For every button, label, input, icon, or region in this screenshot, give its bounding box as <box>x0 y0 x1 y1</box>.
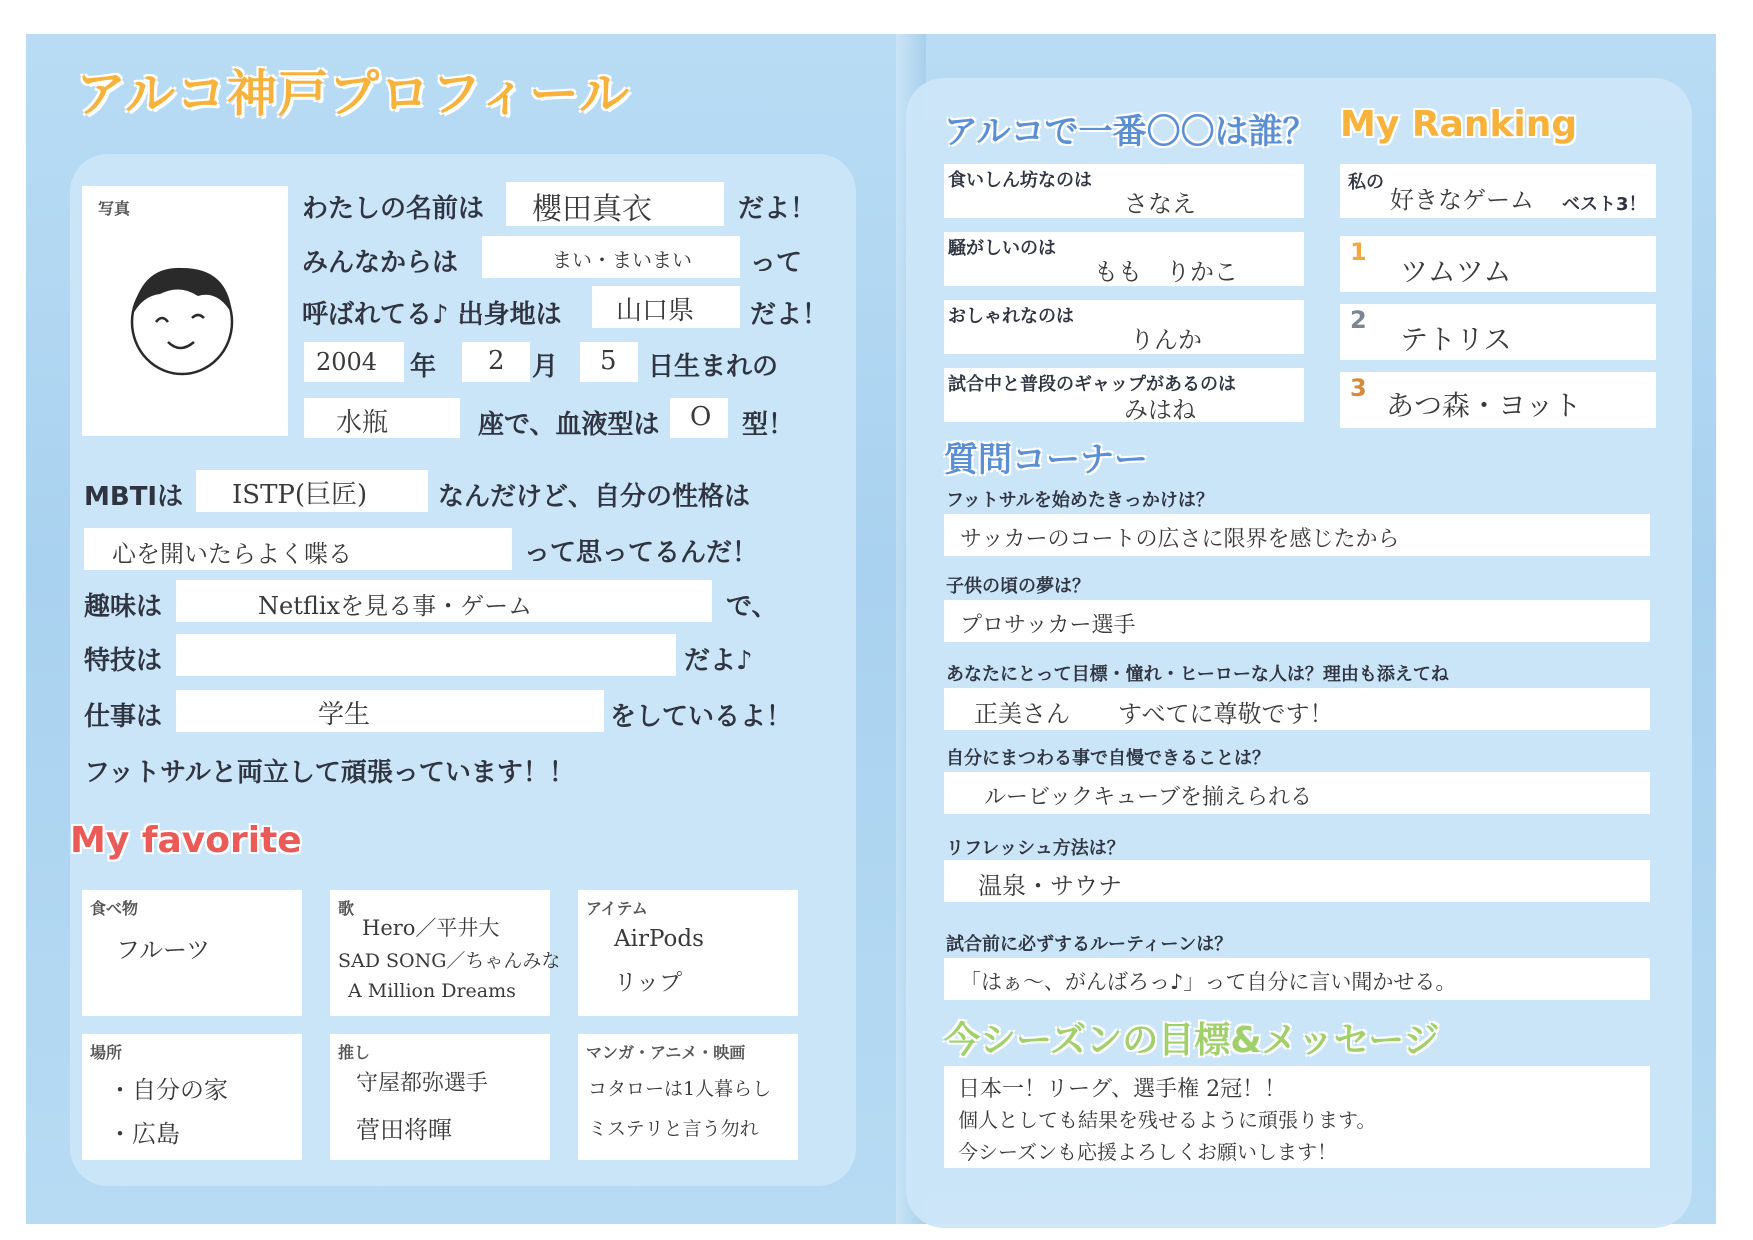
qa-answer: プロサッカー選手 <box>960 613 1136 638</box>
message-line: 個人としても結果を残せるように頑張ります。 <box>958 1108 1377 1132</box>
zodiac-suffix: 座で、血液型は <box>478 410 660 440</box>
blood-suffix: 型！ <box>742 410 795 440</box>
mbti-suffix: なんだけど、自分の性格は <box>438 482 751 512</box>
ranking-topic-row <box>1340 164 1656 218</box>
favorite-item-line: AirPods <box>614 926 704 952</box>
ranking-heading: My Ranking <box>1340 104 1578 145</box>
favorite-song-line: Hero／平井大 <box>362 916 500 940</box>
hometown-suffix: だよ！ <box>750 300 829 330</box>
qa-heading: 質問コーナー <box>944 440 1148 480</box>
who-row <box>944 232 1304 286</box>
qa-question: フットサルを始めたきっかけは？ <box>946 490 1214 511</box>
favorite-song-label: 歌 <box>338 899 355 918</box>
nickname-suffix: って <box>750 248 803 278</box>
ranking-number: 2 <box>1350 306 1367 334</box>
birth-month-value: 2 <box>488 346 505 376</box>
who-row <box>944 368 1304 422</box>
message-box <box>944 1066 1650 1168</box>
mbti-value: ISTP(巨匠) <box>232 480 368 510</box>
favorite-media-box <box>578 1034 798 1160</box>
job-label: 仕事は <box>84 702 163 732</box>
favorite-item-box <box>578 890 798 1016</box>
qa-answer: サッカーのコートの広さに限界を感じたから <box>960 527 1400 552</box>
mbti-label: MBTIは <box>84 482 184 512</box>
qa-answer: 正美さん すべてに尊敬です！ <box>974 700 1334 728</box>
who-answer: もも りかこ <box>1094 258 1238 286</box>
birth-year-field <box>304 342 404 382</box>
who-row <box>944 300 1304 354</box>
who-answer: さなえ <box>1124 190 1196 218</box>
ranking-row <box>1340 304 1656 360</box>
name-suffix: だよ！ <box>738 194 817 224</box>
nickname-value: まい・まいまい <box>552 248 692 272</box>
favorite-place-box <box>82 1034 302 1160</box>
skill-label: 特技は <box>84 646 163 676</box>
qa-answer: 「はぁ〜、がんばろっ♪」って自分に言い聞かせる。 <box>960 970 1457 994</box>
photo-label: 写真 <box>98 199 131 218</box>
zodiac-field <box>304 398 460 438</box>
page-title: アルコ神戸プロフィール <box>76 65 630 123</box>
favorite-item-label: アイテム <box>586 899 648 918</box>
qa-question: 自分にまつわる事で自慢できることは？ <box>946 748 1270 769</box>
ranking-number: 1 <box>1350 238 1367 266</box>
favorite-item-line: リップ <box>614 970 683 996</box>
qa-answer-box <box>944 688 1650 730</box>
favorite-oshi-label: 推し <box>338 1043 371 1062</box>
name-value: 櫻田真衣 <box>532 192 652 227</box>
ranking-number: 3 <box>1350 374 1367 402</box>
mbti-field <box>196 470 428 512</box>
favorite-food-label: 食べ物 <box>90 899 139 918</box>
ranking-row <box>1340 236 1656 292</box>
favorite-media-line: ミステリと言う勿れ <box>588 1118 759 1140</box>
qa-answer-box <box>944 958 1650 1000</box>
job-value: 学生 <box>318 700 371 730</box>
birth-day-value: 5 <box>600 346 617 376</box>
qa-answer: ルービックキューブを揃えられる <box>984 785 1313 810</box>
message-line: 日本一！リーグ、選手権 2冠！！ <box>958 1077 1287 1102</box>
who-question: 騒がしいのは <box>948 238 1056 259</box>
blood-field <box>670 398 728 438</box>
ranking-topic: 好きなゲーム <box>1390 186 1534 214</box>
favorite-place-line: ・広島 <box>108 1120 180 1148</box>
qa-answer-box <box>944 600 1650 642</box>
qa-question: 子供の頃の夢は？ <box>946 576 1090 597</box>
ranking-value: ツムツム <box>1400 255 1512 288</box>
personality-suffix: って思ってるんだ！ <box>524 538 759 568</box>
qa-question: リフレッシュ方法は？ <box>946 838 1125 859</box>
qa-answer-box <box>944 514 1650 556</box>
favorite-oshi-line: 守屋都弥選手 <box>356 1071 489 1096</box>
hobby-field <box>176 580 712 622</box>
who-question: 試合中と普段のギャップがあるのは <box>948 374 1236 395</box>
favorite-food-box <box>82 890 302 1016</box>
who-heading: アルコで一番〇〇は誰？ <box>944 112 1317 152</box>
name-field <box>506 182 724 226</box>
message-heading: 今シーズンの目標&メッセージ <box>944 1020 1440 1061</box>
hometown-value: 山口県 <box>616 296 695 326</box>
job-suffix: をしているよ！ <box>610 702 793 732</box>
hometown-prefix: 呼ばれてる♪ 出身地は <box>302 300 562 330</box>
ranking-value: あつ森・ヨット <box>1386 389 1582 422</box>
photo-box <box>82 186 288 436</box>
ranking-prefix: 私の <box>1348 172 1384 193</box>
who-question: 食いしん坊なのは <box>948 170 1092 191</box>
who-row <box>944 164 1304 218</box>
who-question: おしゃれなのは <box>948 306 1074 327</box>
hobby-value: Netflixを見る事・ゲーム <box>258 592 533 620</box>
nickname-field <box>482 236 740 278</box>
message-line: 今シーズンも応援よろしくお願いします！ <box>958 1140 1337 1164</box>
qa-question: あなたにとって目標・憧れ・ヒーローな人は？理由も添えてね <box>946 664 1449 685</box>
zodiac-value: 水瓶 <box>336 408 389 438</box>
skill-suffix: だよ♪ <box>684 646 753 676</box>
qa-answer-box <box>944 860 1650 902</box>
name-prefix: わたしの名前は <box>302 194 485 224</box>
qa-answer-box <box>944 772 1650 814</box>
nickname-prefix: みんなからは <box>302 248 459 278</box>
favorite-song-line: SAD SONG／ちゃんみな <box>338 950 561 972</box>
favorite-media-line: コタローは1人暮らし <box>588 1078 772 1100</box>
ranking-row <box>1340 372 1656 428</box>
hobby-label: 趣味は <box>84 592 163 622</box>
personality-field <box>84 528 512 570</box>
favorite-food-line: フルーツ <box>116 936 211 964</box>
month-label: 月 <box>532 352 559 382</box>
favorite-place-line: ・自分の家 <box>108 1076 228 1104</box>
favorite-oshi-box <box>330 1034 550 1160</box>
who-answer: りんか <box>1130 326 1202 354</box>
ranking-value: テトリス <box>1400 323 1512 356</box>
qa-question: 試合前に必ずするルーティーンは？ <box>946 934 1233 955</box>
closing-text: フットサルと両立して頑張っています！！ <box>84 758 575 788</box>
job-field <box>176 690 604 732</box>
hobby-suffix: で、 <box>726 592 778 622</box>
favorite-heading: My favorite <box>70 820 302 861</box>
skill-field <box>176 634 676 676</box>
hometown-field <box>592 286 740 328</box>
favorite-song-box <box>330 890 561 1016</box>
year-label: 年 <box>410 352 437 382</box>
birth-year-value: 2004 <box>316 348 378 376</box>
favorite-place-label: 場所 <box>90 1043 123 1062</box>
qa-answer: 温泉・サウナ <box>978 872 1122 900</box>
favorite-song-line: A Million Dreams <box>348 980 516 1002</box>
favorite-oshi-line: 菅田将暉 <box>356 1116 452 1144</box>
ranking-suffix: ベスト3！ <box>1562 194 1647 215</box>
birth-month-field <box>462 342 530 382</box>
blood-value: O <box>690 402 712 432</box>
day-label: 日生まれの <box>648 352 779 382</box>
who-answer: みはね <box>1124 396 1196 424</box>
personality-value: 心を開いたらよく喋る <box>112 540 352 568</box>
birth-day-field <box>580 342 638 382</box>
favorite-media-label: マンガ・アニメ・映画 <box>586 1043 746 1062</box>
face-doodle-icon <box>120 256 250 386</box>
